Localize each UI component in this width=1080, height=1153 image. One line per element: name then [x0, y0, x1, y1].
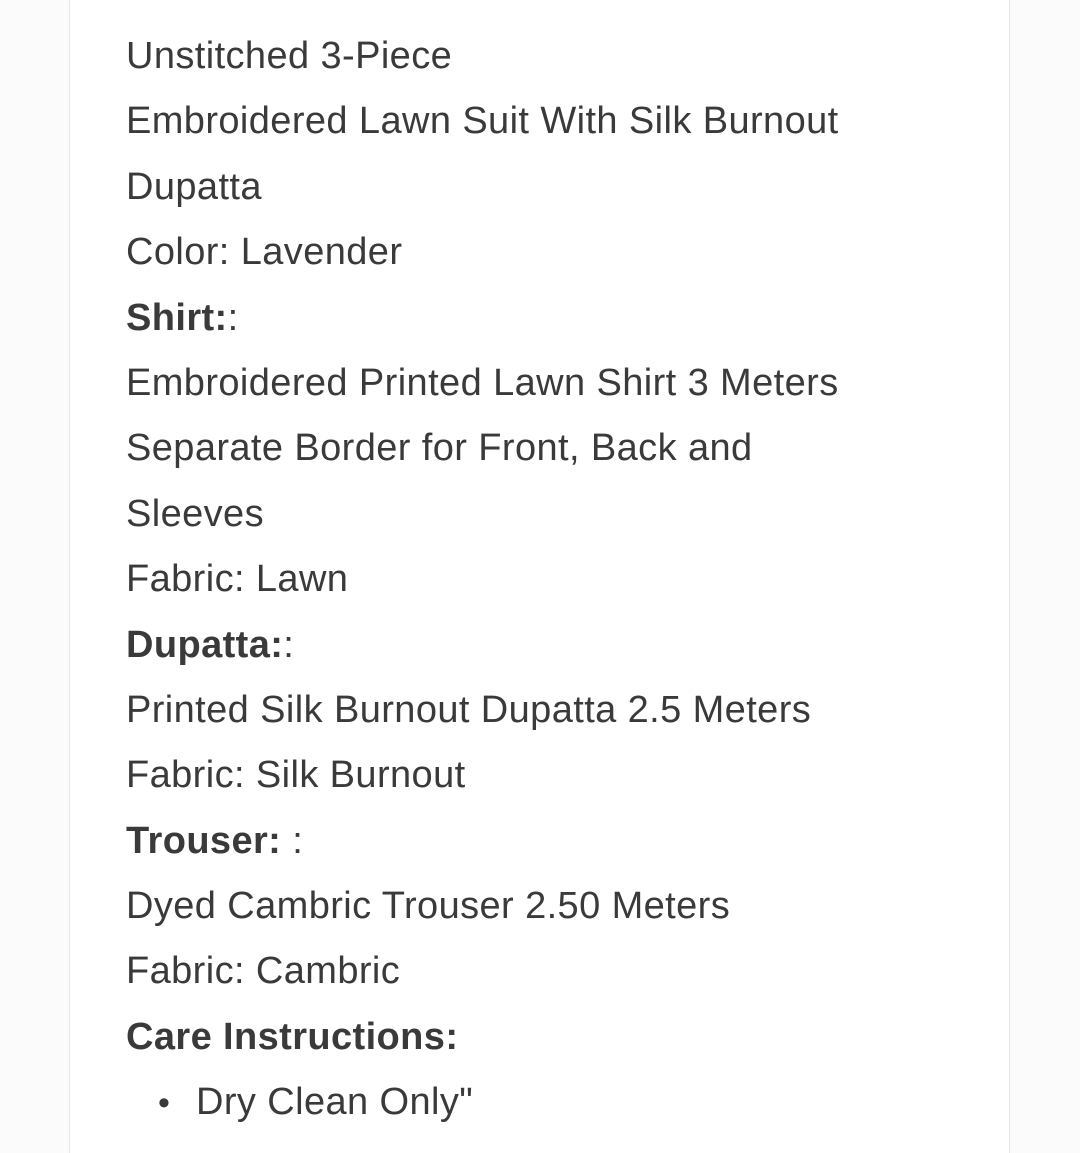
- line-bold-text: Care Instructions:: [126, 1015, 459, 1058]
- line-text: Sleeves: [126, 492, 264, 535]
- trouser-heading: [126, 809, 969, 874]
- line-text: Fabric: Lawn: [126, 558, 349, 601]
- shirt-detail-line: [126, 416, 969, 481]
- shirt-heading: [126, 286, 969, 351]
- line-text: :: [227, 296, 239, 339]
- dupatta-fabric-line: [126, 743, 969, 808]
- dupatta-detail-line: [126, 678, 969, 743]
- line-text: Embroidered Lawn Suit With Silk Burnout: [126, 100, 839, 143]
- line-text: Fabric: Silk Burnout: [126, 754, 466, 797]
- line-text: :: [283, 623, 295, 666]
- color-line: [126, 220, 969, 285]
- line-bold-text: Dupatta:: [126, 623, 284, 666]
- line-text: Embroidered Printed Lawn Shirt 3 Meters: [126, 361, 839, 404]
- line-text: Separate Border for Front, Back and: [126, 427, 753, 470]
- line-text: Unstitched 3-Piece: [126, 35, 453, 77]
- shirt-detail-line: [126, 482, 969, 547]
- shirt-detail-line: [126, 351, 969, 416]
- dupatta-heading: [126, 613, 969, 678]
- line-bold-text: Shirt:: [126, 296, 228, 339]
- shirt-fabric-line: [126, 547, 969, 612]
- line-text: Printed Silk Burnout Dupatta 2.5 Meters: [126, 688, 812, 731]
- bullet-icon: •: [158, 1084, 171, 1123]
- description-line: [126, 155, 969, 220]
- line-bold-text: Trouser:: [126, 819, 282, 862]
- line-text: Dyed Cambric Trouser 2.50 Meters: [126, 885, 731, 928]
- line-text: Color: Lavender: [126, 231, 403, 274]
- description-line: [126, 24, 969, 89]
- description-line: [126, 89, 969, 154]
- line-text: :: [281, 819, 304, 862]
- line-text: Dupatta: [126, 165, 262, 208]
- trouser-detail-line: [126, 874, 969, 939]
- product-description-card: [69, 0, 1010, 1153]
- care-instruction-item: [126, 1070, 969, 1135]
- line-text: Fabric: Cambric: [126, 950, 401, 993]
- trouser-fabric-line: [126, 939, 969, 1004]
- care-instructions-heading: [126, 1005, 969, 1070]
- product-description: [70, 0, 1009, 1136]
- line-text: Dry Clean Only": [196, 1081, 474, 1124]
